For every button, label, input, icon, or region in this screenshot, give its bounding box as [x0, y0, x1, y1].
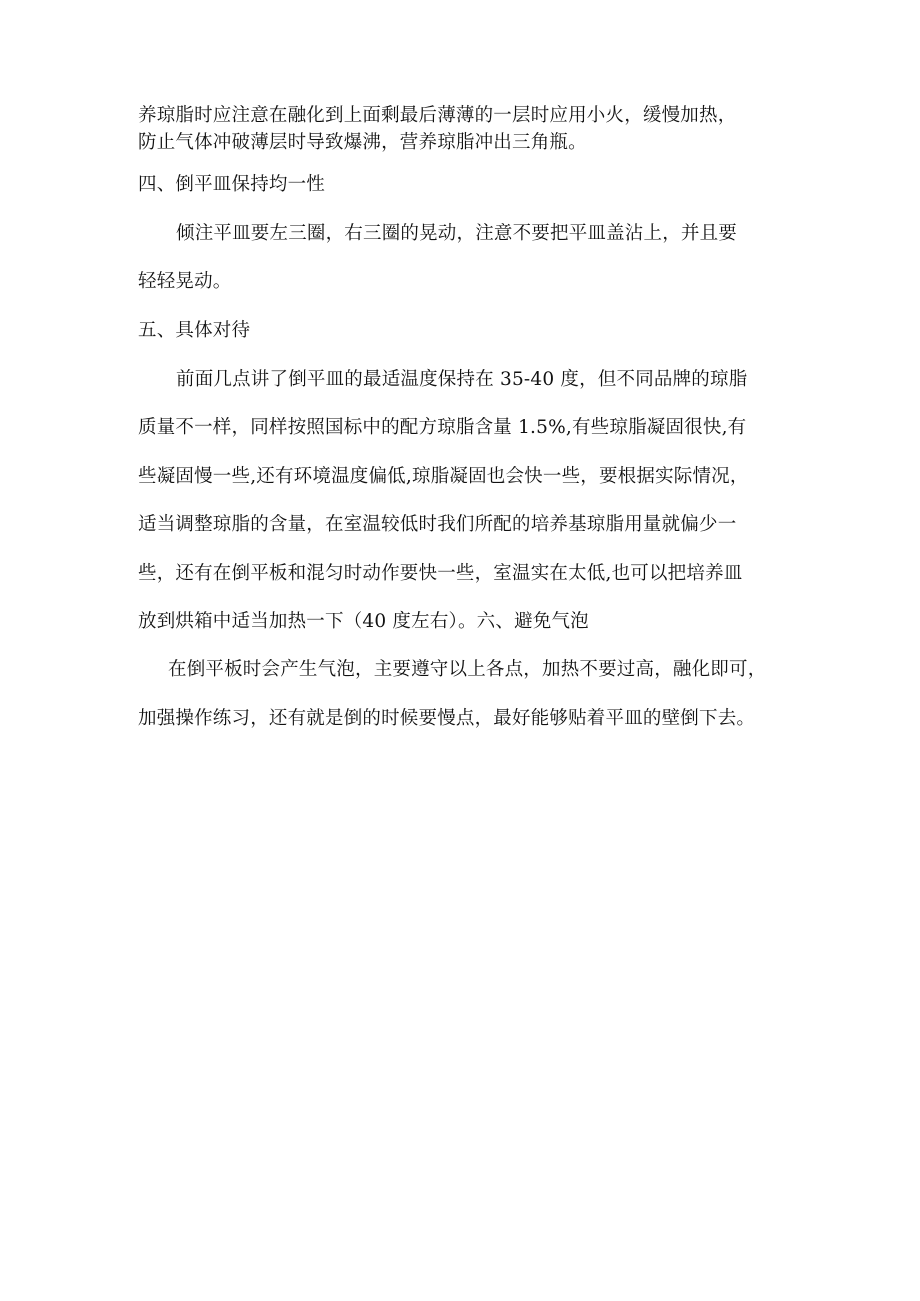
- paragraph-line: 适当调整琼脂的含量，在室温较低时我们所配的培养基琼脂用量就偏少一: [138, 514, 737, 535]
- paragraph-line: 轻轻晃动。: [138, 271, 232, 292]
- paragraph-line: 在倒平板时会产生气泡，主要遵守以上各点，加热不要过高，融化即可，: [168, 659, 767, 680]
- section-heading: 四、倒平皿保持均一性: [138, 174, 326, 195]
- section-heading: 五、具体对待: [138, 320, 251, 341]
- paragraph-line: 养琼脂时应注意在融化到上面剩最后薄薄的一层时应用小火，缓慢加热，: [138, 105, 737, 126]
- paragraph-line: 些凝固慢一些,还有环境温度偏低,琼脂凝固也会快一些，要根据实际情况，: [138, 466, 749, 487]
- paragraph-line: 加强操作练习，还有就是倒的时候要慢点，最好能够贴着平皿的壁倒下去。: [138, 708, 756, 729]
- paragraph-line: 放到烘箱中适当加热一下（40 度左右）。六、避免气泡: [138, 611, 589, 632]
- paragraph-line: 质量不一样，同样按照国标中的配方琼脂含量 1.5%,有些琼脂凝固很快,有: [138, 417, 747, 438]
- paragraph-line: 前面几点讲了倒平皿的最适温度保持在 35-40 度，但不同品牌的琼脂: [176, 369, 748, 390]
- paragraph-line: 防止气体冲破薄层时导致爆沸，营养琼脂冲出三角瓶。: [138, 132, 587, 153]
- paragraph-line: 些，还有在倒平板和混匀时动作要快一些，室温实在太低,也可以把培养皿: [138, 563, 743, 584]
- paragraph-line: 倾注平皿要左三圈，右三圈的晃动，注意不要把平皿盖沾上，并且要: [176, 223, 738, 244]
